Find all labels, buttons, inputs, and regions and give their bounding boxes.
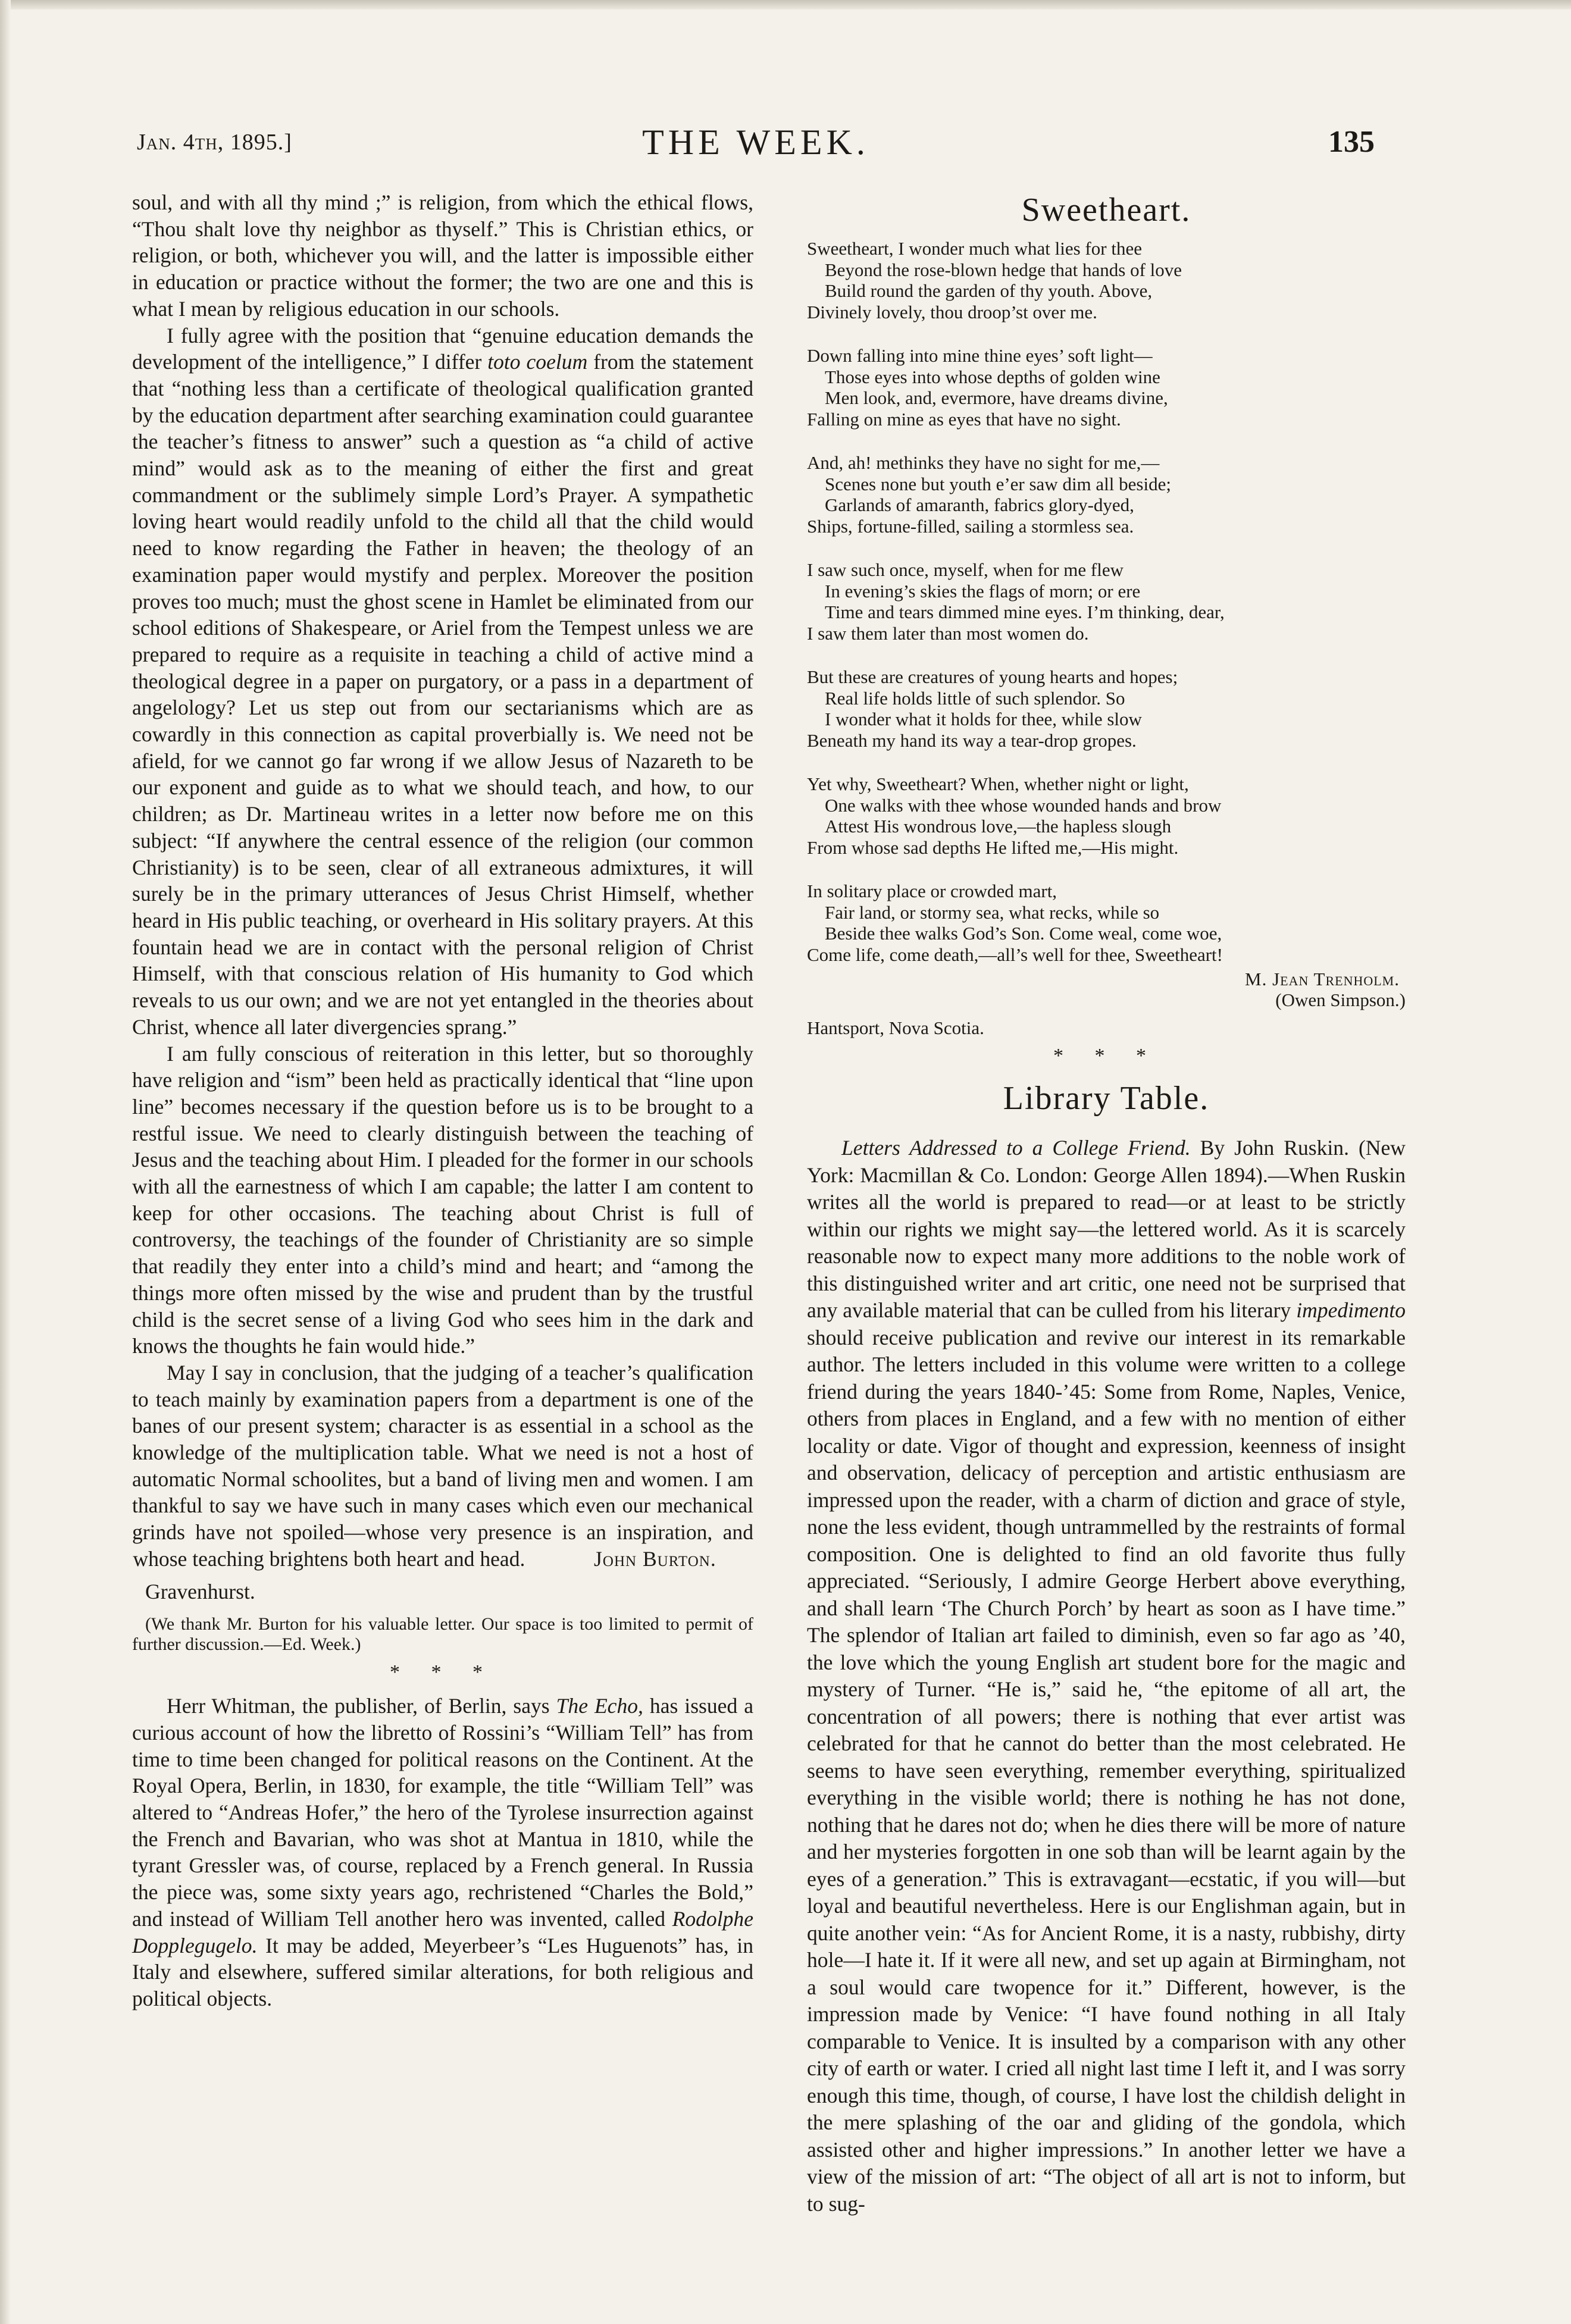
letter-paragraph: I am fully conscious of reiteration in this letter, but so thoroughly have religion and “ism” been held as practically identical that “line upon line” becomes necessary if the question before us is to be brought to a restful issue. We need to clearly distinguish between the teaching of Jesus and the teaching about Him. I pleaded for the former in our schools with all the earnestness of which I am capable; the latter I am content to keep for other occasions. The teaching about Christ is full of controversy, the teachings of the founder of Christianity are so simple that readily they enter into a child’s mind and heart; and “among the things more often missed by the wise and prudent than by the trustful child is the secret sense of a living God who sees him in the dark and knows the thoughts he fain would hide.” <box>132 1041 753 1358</box>
poem-stanza <box>807 452 1406 537</box>
section-divider: * * * <box>390 1661 496 1684</box>
poem-line: I saw them later than most women do. <box>807 622 1089 644</box>
letter-paragraph: May I say in conclusion, that the judging of a teacher’s qualification to teach mainly by examination papers from a department is one of the banes of our present system; character is as essential in a school as the knowledge of the multiplication table. What we need is not a host of automatic Normal schoolites, but a band of living men and women. I am thankful to say we have such in many cases which even our mechanical grinds have not spoiled—whose very presence is an inspiration, and whose teaching brightens both heart and head. John Burton. <box>132 1360 753 1571</box>
poem-line: From whose sad depths He lifted me,—His might. <box>807 837 1179 858</box>
poem <box>807 238 1406 965</box>
poem-title: Sweetheart. <box>1021 192 1191 228</box>
poem-place: Hantsport, Nova Scotia. <box>807 1017 984 1038</box>
poem-line: Those eyes into whose depths of golden wine <box>825 366 1160 387</box>
poem-stanza <box>807 238 1406 322</box>
right-column <box>807 189 1406 2217</box>
poem-line: Beneath my hand its way a tear-drop gropes. <box>807 729 1137 751</box>
poem-line: Ships, fortune-filled, sailing a stormless sea. <box>807 515 1134 537</box>
poem-line: Attest His wondrous love,—the hapless slough <box>825 816 1172 837</box>
letter-paragraph: I fully agree with the position that “genuine education demands the development of the intelligence,” I differ toto coelum from the statement that “nothing less than a certificate of theological qualification granted by the education department after searching examination could guarantee the teacher’s fitness to answer” such a question as “a child of active mind” would ask as to the meaning of either the first and great commandment or the sublimely simple Lord’s Prayer. A sympathetic loving heart would readily unfold to the child all that the child would need to know regarding the Father in heaven; the theology of an examination paper would mystify and perplex. Moreover the position proves too much; must the ghost scene in Hamlet be eliminated from our school editions of Shakespeare, or Ariel from the Tempest unless we are prepared to require as a requisite in teaching a child of active mind a theological degree in a paper on purgatory, or a pass in a department of angelology? Let us step out from our sectarianisms which are as cowardly in this connection as capital proverbially is. We need not be afield, for we cannot go far wrong if we allow Jesus of Nazareth to be our exponent and guide as to what we should teach, and how, to our children; as Dr. Martineau writes in a letter now before me on this subject: “If anywhere the central essence of the religion (our common Christianity) is to be seen, clear of all extraneous admixtures, it will surely be in the primary utterances of Jesus Christ Himself, whether heard in His public teaching, or overheard in His solitary prayers. At this fountain head we are in contact with the personal religion of Christ Himself, with that conscious relation of His humanity to God which reveals to us our own; and we are not yet entangled in the theories about Christ, whence all later divergencies sprang.” <box>132 323 753 1039</box>
page-header <box>137 122 1375 170</box>
poem-line: Sweetheart, I wonder much what lies for thee <box>807 238 1142 259</box>
periodical-name: The Echo, <box>556 1694 643 1718</box>
poem-line: Real life holds little of such splendor. So <box>825 687 1125 709</box>
page-left-edge <box>0 0 11 2324</box>
poem-stanza <box>807 345 1406 430</box>
poem-line: And, ah! methinks they have no sight for me,— <box>807 452 1160 473</box>
letter-paragraph: soul, and with all thy mind ;” is religion, from which the ethical flows, “Thou shalt love thy neighbor as thyself.” This is Christian ethics, or religion, or both, whichever you will, and the latter is impossible either in education or practice without the former; the two are one and this is what I mean by religious education in our schools. <box>132 190 753 321</box>
poem-line: Divinely lovely, thou droop’st over me. <box>807 301 1097 322</box>
poem-line: Men look, and, evermore, have dreams divine, <box>825 387 1168 408</box>
poem-line: One walks with thee whose wounded hands and brow <box>825 794 1222 816</box>
poem-line: Build round the garden of thy youth. Above, <box>825 280 1153 301</box>
poem-line: Yet why, Sweetheart? When, whether night or light, <box>807 773 1189 794</box>
poem-stanza <box>807 559 1406 644</box>
poem-stanza <box>807 773 1406 858</box>
poem-line: Beyond the rose-blown hedge that hands of love <box>825 259 1182 280</box>
hero-name: Rodolphe Dopplegugelo. <box>132 1906 753 1957</box>
letter-place: Gravenhurst. <box>145 1579 255 1603</box>
poem-stanza <box>807 666 1406 751</box>
latin-word: impedimento <box>1296 1298 1406 1322</box>
news-paragraph: Herr Whitman, the publisher, of Berlin, says The Echo, has issued a curious account of how the libretto of Rossini’s “William Tell” has from time to time been changed for political reasons on the Continent. At the Royal Opera, Berlin, in 1830, for example, the title “William Tell” was altered to “Andreas Hofer,” the hero of the Tyrolese insurrection against the French and Bavarian, who was shot at Mantua in 1810, while the tyrant Gressler was, of course, replaced by a French general. In Russia the piece was, some sixty years ago, rechristened “Charles the Bold,” and instead of William Tell another hero was invented, called Rodolphe Dopplegugelo. It may be added, Meyerbeer’s “Les Huguenots” has, in Italy and elsewhere, suffered similar alterations, for both religious and political objects. <box>132 1694 753 2010</box>
letter-signature: John Burton. <box>594 1546 716 1571</box>
latin-phrase: toto coelum <box>487 350 588 374</box>
poem-line: Scenes none but youth e’er saw dim all beside; <box>825 473 1171 494</box>
poem-line: In solitary place or crowded mart, <box>807 881 1057 901</box>
poem-line: Down falling into mine thine eyes’ soft light— <box>807 345 1153 366</box>
section-divider: * * * <box>1053 1045 1159 1067</box>
poem-line: Falling on mine as eyes that have no sight. <box>807 408 1121 430</box>
poem-line: In evening’s skies the flags of morn; or ere <box>825 580 1141 602</box>
poem-line: I saw such once, myself, when for me flew <box>807 559 1124 580</box>
poem-line: But these are creatures of young hearts and hopes; <box>807 666 1178 687</box>
poem-line: Beside thee walks God’s Son. Come weal, come woe, <box>825 923 1222 944</box>
publication-title: THE WEEK. <box>642 123 869 162</box>
book-review-paragraph: Letters Addressed to a College Friend. By John Ruskin. (New York: Macmillan & Co. London: George Allen 1894).—When Ruskin writes all the world is prepared to read—or at least to be strictly within our rights we might say—the lettered world. As it is scarcely reasonable now to expect many more additions to the noble work of this distinguished writer and art critic, one need not be surprised that any available material that can be culled from his literary impedimento should receive publication and revive our interest in its remarkable author. The letters included in this volume were written to a college friend during the years 1840-’45: Some from Rome, Naples, Venice, others from places in England, and a few with no mention of either locality or date. Vigor of thought and expression, keenness of insight and observation, delicacy of perception and artistic enthusiasm are impressed upon the reader, with a charm of diction and grace of style, none the less evident, though untrammelled by the restraints of formal composition. One is delighted to find an old favorite thus fully appreciated. “Seriously, I admire George Herbert above everything, and shall learn ‘The Church Porch’ by heart as soon as I have time.” The splendor of Italian art failed to diminish, even so far ago as ’40, the love which the young English art student bore for the magic and mystery of Turner. “He is,” said he, “the epitome of all art, the concentration of all powers; there is nothing that ever artist was celebrated for that he cannot do better than the most celebrated. He seems to have seen everything, remember everything, spiritualized everything in the visible world; there is nothing he has not done, nothing that he dares not do; when he dies there will be more of nature and her mysteries forgotten in one sob than will be learnt again by the eyes of a generation.” This is extravagant—ecstatic, if you will—but loyal and beautiful nevertheless. Here is our Englishman again, but in quite another vein: “As for Ancient Rome, it is a nasty, rubbishy, dirty hole—I hate it. If it were all new, and set up again at Birmingham, not a soul would care twopence for it.” Different, however, is the impression made by Venice: “I have found nothing in all Italy comparable to Venice. It is insulted by a comparison with any other city of earth or water. I cried all night last time I left it, and I was sorry enough this time, though, of course, I have lost the childish delight in the mere splashing of the oar and gliding of the gondola, which assisted other and higher impressions.” In another letter we have a view of the mission of art: “The object of all art is not to inform, but to sug- <box>807 1136 1406 2216</box>
poem-line: Time and tears dimmed mine eyes. I’m thinking, dear, <box>825 602 1225 622</box>
library-table-heading: Library Table. <box>1003 1080 1210 1117</box>
poem-line: I wonder what it holds for thee, while slow <box>825 709 1142 729</box>
poem-author: M. Jean Trenholm. <box>1245 969 1400 989</box>
poem-stanza <box>807 881 1406 965</box>
poem-line: Come life, come death,—all’s well for thee, Sweetheart! <box>807 944 1223 965</box>
editor-note: (We thank Mr. Burton for his valuable letter. Our space is too limited to permit of further discussion.—Ed. Week.) <box>132 1614 753 1655</box>
book-title: Letters Addressed to a College Friend. <box>841 1136 1191 1160</box>
poem-line: Garlands of amaranth, fabrics glory-dyed, <box>825 494 1134 515</box>
poem-author-pseudonym: (Owen Simpson.) <box>1275 989 1406 1010</box>
poem-line: Fair land, or stormy sea, what recks, while so <box>825 901 1160 923</box>
page-number: 135 <box>1328 125 1375 159</box>
left-column <box>132 189 753 2012</box>
page-top-edge <box>0 0 1571 10</box>
issue-date: Jan. 4th, 1895.] <box>137 130 292 155</box>
